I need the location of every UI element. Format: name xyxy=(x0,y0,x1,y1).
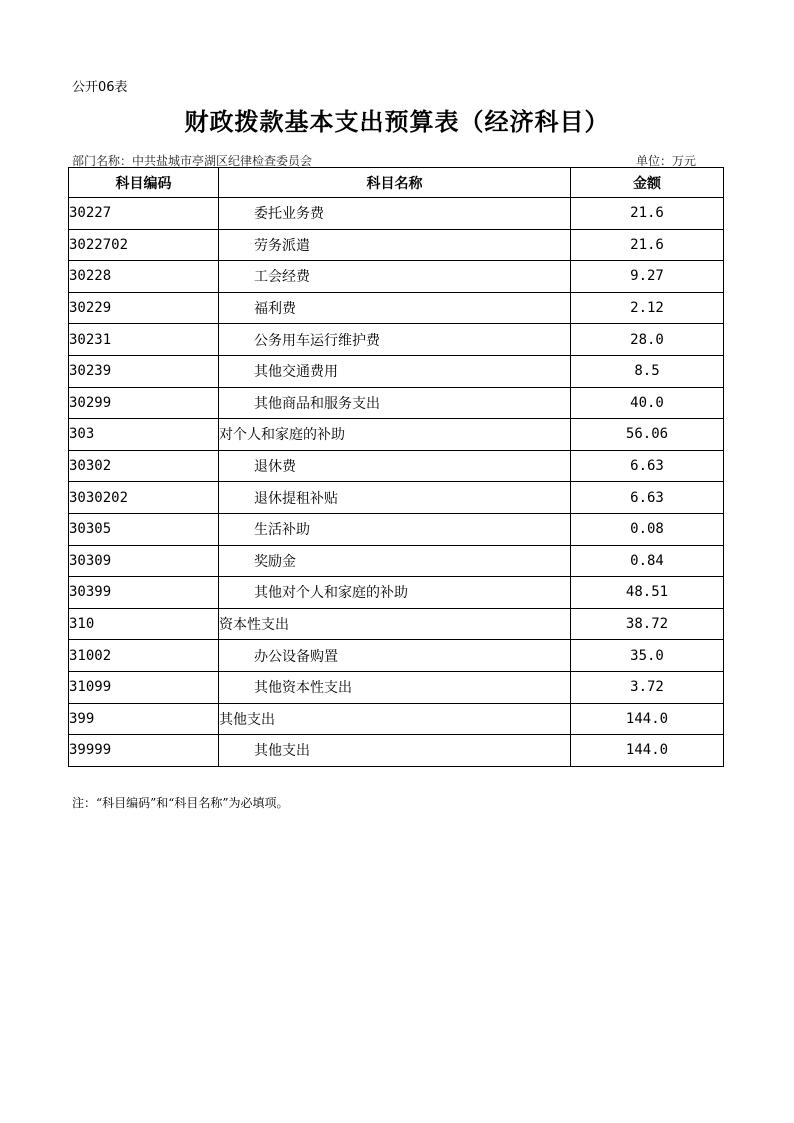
table-row xyxy=(69,703,724,735)
header-name: 科目名称 xyxy=(219,168,571,198)
header-amount: 金额 xyxy=(571,168,724,198)
row-name: 资本性支出 xyxy=(219,608,571,640)
table-row xyxy=(69,198,724,230)
table-row xyxy=(69,419,724,451)
row-code: 30399 xyxy=(69,577,219,609)
table-row xyxy=(69,640,724,672)
row-amount: 40.0 xyxy=(571,387,724,419)
row-code: 3022702 xyxy=(69,229,219,261)
table-row xyxy=(69,324,724,356)
row-code: 30305 xyxy=(69,513,219,545)
row-name: 其他对个人和家庭的补助 xyxy=(219,577,571,609)
row-name: 其他交通费用 xyxy=(219,355,571,387)
row-name: 奖励金 xyxy=(219,545,571,577)
row-name: 委托业务费 xyxy=(219,198,571,230)
table-row xyxy=(69,545,724,577)
row-amount: 2.12 xyxy=(571,292,724,324)
row-amount: 38.72 xyxy=(571,608,724,640)
row-code: 303 xyxy=(69,419,219,451)
row-amount: 144.0 xyxy=(571,703,724,735)
table-row xyxy=(69,229,724,261)
row-code: 30309 xyxy=(69,545,219,577)
row-code: 310 xyxy=(69,608,219,640)
row-amount: 6.63 xyxy=(571,482,724,514)
row-name: 退休费 xyxy=(219,450,571,482)
row-name: 其他资本性支出 xyxy=(219,671,571,703)
row-amount: 48.51 xyxy=(571,577,724,609)
table-row xyxy=(69,513,724,545)
table-row xyxy=(69,450,724,482)
row-amount: 56.06 xyxy=(571,419,724,451)
department-label: 部门名称：中共盐城市亭湖区纪律检查委员会 xyxy=(72,154,313,168)
row-name: 工会经费 xyxy=(219,261,571,293)
row-amount: 35.0 xyxy=(571,640,724,672)
table-row xyxy=(69,292,724,324)
row-amount: 21.6 xyxy=(571,229,724,261)
table-row xyxy=(69,735,724,767)
row-code: 30299 xyxy=(69,387,219,419)
table-row xyxy=(69,482,724,514)
row-amount: 8.5 xyxy=(571,355,724,387)
row-amount: 6.63 xyxy=(571,450,724,482)
row-amount: 0.08 xyxy=(571,513,724,545)
row-amount: 9.27 xyxy=(571,261,724,293)
table-row xyxy=(69,671,724,703)
table-row xyxy=(69,355,724,387)
table-row xyxy=(69,608,724,640)
row-code: 30227 xyxy=(69,198,219,230)
row-code: 30302 xyxy=(69,450,219,482)
table-row xyxy=(69,261,724,293)
row-code: 39999 xyxy=(69,735,219,767)
row-name: 公务用车运行维护费 xyxy=(219,324,571,356)
row-code: 30228 xyxy=(69,261,219,293)
row-name: 劳务派遣 xyxy=(219,229,571,261)
row-name: 生活补助 xyxy=(219,513,571,545)
table-header-row xyxy=(69,168,724,198)
row-name: 其他支出 xyxy=(219,703,571,735)
row-name: 办公设备购置 xyxy=(219,640,571,672)
table-row xyxy=(69,577,724,609)
row-amount: 28.0 xyxy=(571,324,724,356)
row-amount: 21.6 xyxy=(571,198,724,230)
row-name: 退休提租补贴 xyxy=(219,482,571,514)
row-code: 399 xyxy=(69,703,219,735)
row-amount: 144.0 xyxy=(571,735,724,767)
footnote: 注：“科目编码”和“科目名称”为必填项。 xyxy=(72,796,289,810)
row-code: 30231 xyxy=(69,324,219,356)
row-name: 其他支出 xyxy=(219,735,571,767)
row-amount: 3.72 xyxy=(571,671,724,703)
form-number: 公开06表 xyxy=(72,80,128,95)
table-row xyxy=(69,387,724,419)
row-name: 福利费 xyxy=(219,292,571,324)
unit-label: 单位：万元 xyxy=(635,154,696,168)
row-amount: 0.84 xyxy=(571,545,724,577)
row-code: 30229 xyxy=(69,292,219,324)
page-title: 财政拨款基本支出预算表（经济科目） xyxy=(184,108,610,136)
row-name: 其他商品和服务支出 xyxy=(219,387,571,419)
header-code: 科目编码 xyxy=(69,168,219,198)
row-code: 31002 xyxy=(69,640,219,672)
row-code: 3030202 xyxy=(69,482,219,514)
budget-table xyxy=(68,167,724,767)
row-code: 31099 xyxy=(69,671,219,703)
row-name: 对个人和家庭的补助 xyxy=(219,419,571,451)
table-body xyxy=(69,198,724,767)
row-code: 30239 xyxy=(69,355,219,387)
